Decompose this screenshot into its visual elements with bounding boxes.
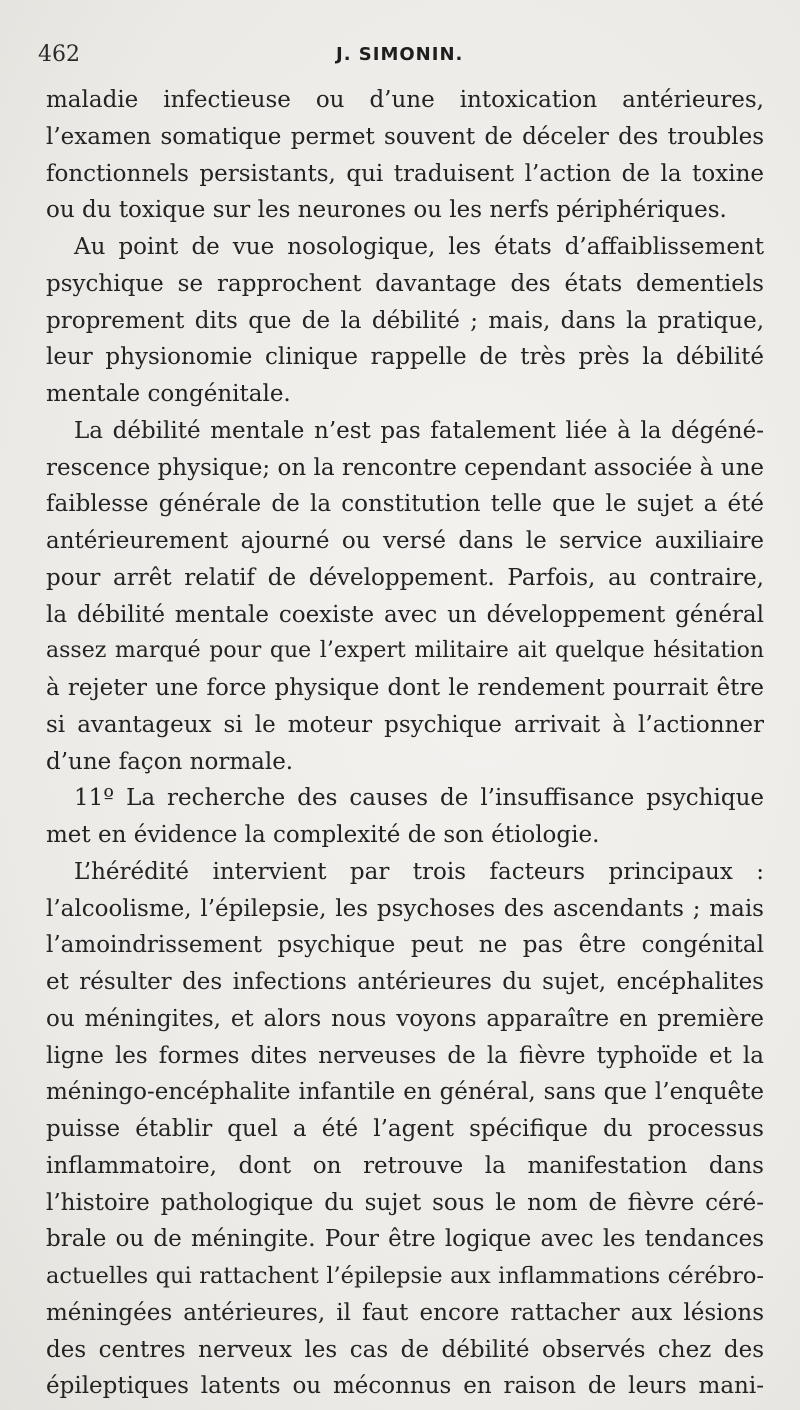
text-line: proprement dits que de la débilité ; mais, dans la pratique, xyxy=(46,307,764,334)
text-line: fonctionnels persistants, qui traduisent l’action de la toxine xyxy=(46,160,764,187)
text-line: méningées antérieures, il faut encore rattacher aux lésions xyxy=(46,1299,764,1326)
text-line: rescence physique; on la rencontre cependant associée à une xyxy=(46,454,764,481)
text-line: méningo-encéphalite infantile en général, sans que l’enquête xyxy=(46,1079,764,1106)
text-line: et résulter des infections antérieures du sujet, encéphalites xyxy=(46,969,764,995)
text-line: ou méningites, et alors nous voyons apparaître en première xyxy=(46,1005,764,1032)
text-line: l’alcoolisme, l’épilepsie, les psychoses des ascendants ; mais xyxy=(46,895,764,922)
text-line: pour arrêt relatif de développement. Parfois, au contraire, xyxy=(46,564,764,591)
running-title: J. SIMONIN. xyxy=(336,44,464,65)
text-line: la débilité mentale coexiste avec un développement général xyxy=(46,601,764,628)
text-line: maladie infectieuse ou d’une intoxication antérieures, xyxy=(46,87,764,113)
text-line: si avantageux si le moteur psychique arrivait à l’actionner xyxy=(46,711,764,738)
text-line: assez marqué pour que l’expert militaire ait quelque hésitation xyxy=(46,638,764,664)
text-line: d’une façon normale. xyxy=(46,748,294,775)
body-text xyxy=(46,82,764,1405)
text-line: l’amoindrissement psychique peut ne pas être congénital xyxy=(46,932,764,959)
text-line: actuelles qui rattachent l’épilepsie aux inflammations cérébro- xyxy=(46,1263,764,1289)
text-line: 11º La recherche des causes de l’insuffisance psychique xyxy=(74,785,764,812)
page-header xyxy=(36,34,756,74)
text-line: psychique se rapprochent davantage des états dementiels xyxy=(46,270,764,297)
text-line: L’hérédité intervient par trois facteurs principaux : xyxy=(74,858,764,885)
text-line: ligne les formes dites nerveuses de la fièvre typhoïde et la xyxy=(46,1042,764,1069)
text-line: à rejeter une force physique dont le rendement pourrait être xyxy=(46,675,764,701)
text-line: antérieurement ajourné ou versé dans le service auxiliaire xyxy=(46,528,764,554)
text-line: l’examen somatique permet souvent de déceler des troubles xyxy=(46,123,764,150)
text-line: met en évidence la complexité de son étiologie. xyxy=(46,822,600,848)
text-line: mentale congénitale. xyxy=(46,381,291,407)
text-line: épileptiques latents ou méconnus en raison de leurs mani- xyxy=(46,1373,764,1400)
text-line: faiblesse générale de la constitution telle que le sujet a été xyxy=(46,491,764,518)
text-line: leur physionomie clinique rappelle de très près la débilité xyxy=(46,344,764,371)
text-line: ou du toxique sur les neurones ou les nerfs périphériques. xyxy=(46,197,727,224)
text-line: brale ou de méningite. Pour être logique avec les tendances xyxy=(46,1226,764,1253)
text-line: l’histoire pathologique du sujet sous le nom de fièvre céré- xyxy=(46,1189,764,1216)
text-line: La débilité mentale n’est pas fatalement liée à la dégéné- xyxy=(74,417,764,444)
page-number: 462 xyxy=(38,42,80,67)
text-line: puisse établir quel a été l’agent spécifique du processus xyxy=(46,1116,764,1142)
text-line: des centres nerveux les cas de débilité observés chez des xyxy=(46,1336,764,1363)
text-line: Au point de vue nosologique, les états d’affaiblissement xyxy=(74,234,764,260)
text-line: inflammatoire, dont on retrouve la manifestation dans xyxy=(46,1152,764,1179)
